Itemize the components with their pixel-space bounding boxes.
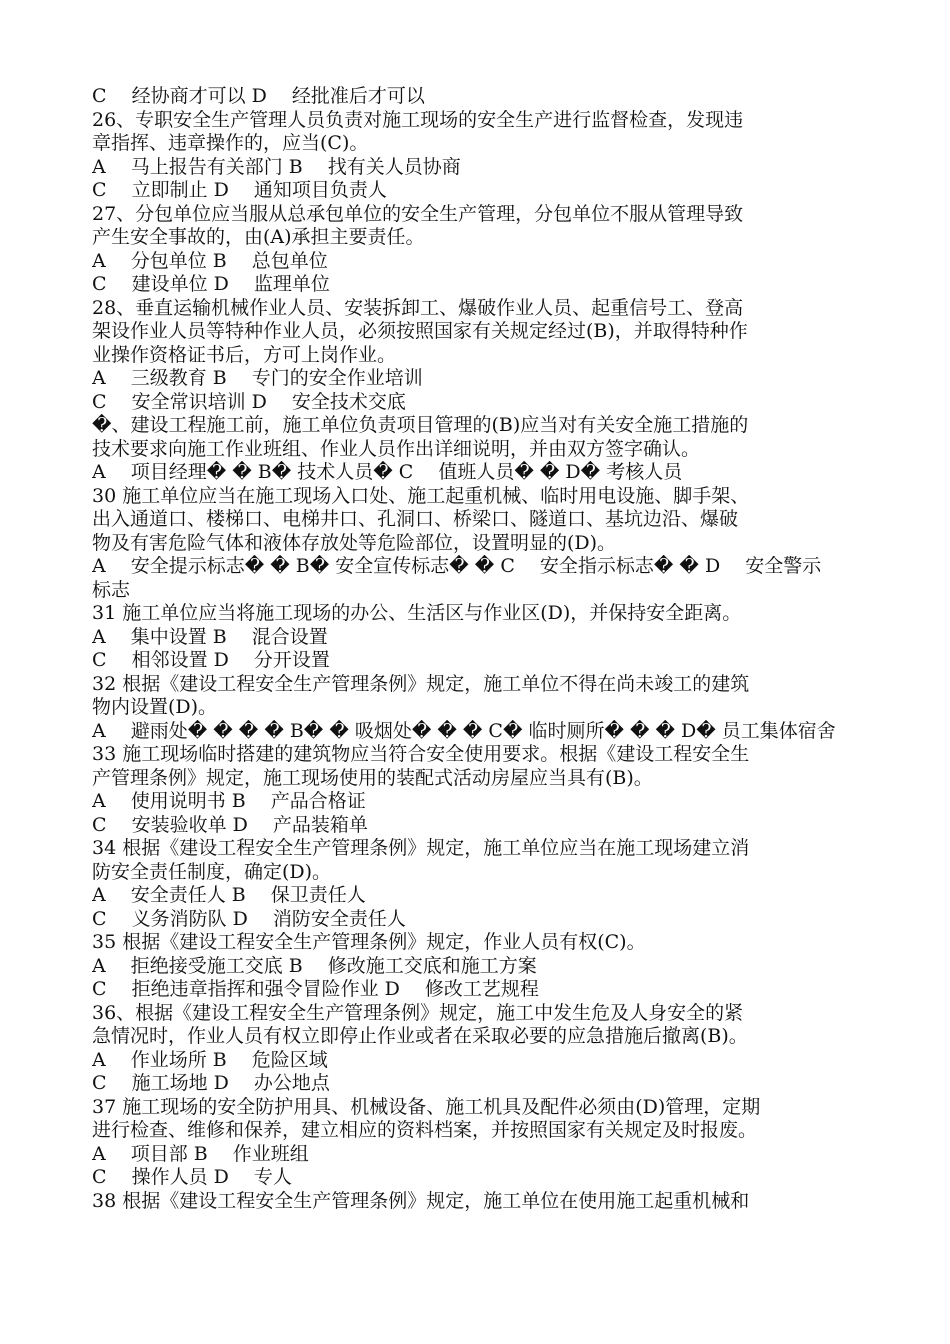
- text-line: 业操作资格证书后，方可上岗作业。: [92, 343, 397, 366]
- text-line: 34 根据《建设工程安全生产管理条例》规定，施工单位应当在施工现场建立消: [92, 837, 750, 859]
- text-line: A 马上报告有关部门 B 找有关人员协商: [92, 155, 461, 178]
- text-line: 产管理条例》规定，施工现场使用的装配式活动房屋应当具有(B)。: [92, 766, 653, 789]
- text-line: C 经协商才可以 D 经批准后才可以: [92, 85, 425, 107]
- text-line: C 建设单位 D 监理单位: [92, 273, 330, 295]
- text-line: 28、垂直运输机械作业人员、安装拆卸工、爆破作业人员、起重信号工、登高: [92, 296, 744, 319]
- text-line: 38 根据《建设工程安全生产管理条例》规定，施工单位在使用施工起重机械和: [92, 1189, 750, 1212]
- text-line: A 作业场所 B 危险区域: [92, 1048, 328, 1071]
- text-line: 进行检查、维修和保养，建立相应的资料档案，并按照国家有关规定及时报废。: [92, 1119, 758, 1141]
- text-line: A 项目经理� � B� 技术人员� C 值班人员� � D� 考核人员: [92, 461, 683, 483]
- text-line: 标志: [92, 578, 131, 601]
- text-line: 27、分包单位应当服从总承包单位的安全生产管理，分包单位不服从管理导致: [92, 202, 744, 225]
- text-line: A 使用说明书 B 产品合格证: [92, 790, 366, 812]
- text-line: A 安全提示标志� � B� 安全宣传标志� � C 安全指示标志� � D 安全警示: [92, 555, 822, 577]
- text-line: 产生安全事故的，由(A)承担主要责任。: [92, 226, 425, 248]
- text-line: 急情况时，作业人员有权立即停止作业或者在采取必要的应急措施后撤离(B)。: [92, 1025, 748, 1047]
- text-line: 31 施工单位应当将施工现场的办公、生活区与作业区(D)，并保持安全距离。: [92, 602, 742, 624]
- text-line: 防安全责任制度，确定(D)。: [92, 860, 332, 883]
- text-line: C 施工场地 D 办公地点: [92, 1072, 330, 1094]
- text-line: 35 根据《建设工程安全生产管理条例》规定，作业人员有权(C)。: [92, 931, 646, 953]
- text-line: 章指挥、违章操作的，应当(C)。: [92, 132, 369, 154]
- text-line: A 集中设置 B 混合设置: [92, 625, 328, 648]
- text-line: �、建设工程施工前，施工单位负责项目管理的(B)应当对有关安全施工措施的: [92, 414, 749, 436]
- text-line: 30 施工单位应当在施工现场入口处、施工起重机械、临时用电设施、脚手架、: [92, 484, 750, 507]
- text-line: A 项目部 B 作业班组: [92, 1142, 309, 1165]
- text-line: 架设作业人员等特种作业人员，必须按照国家有关规定经过(B)，并取得特种作: [92, 320, 748, 342]
- text-line: 36、根据《建设工程安全生产管理条例》规定，施工中发生危及人身安全的紧: [92, 1001, 744, 1024]
- text-line: A 安全责任人 B 保卫责任人: [92, 884, 366, 906]
- text-line: A 避雨处� � � � B� � 吸烟处� � � C� 临时厕所� � � D� 员工集体宿舍: [92, 719, 836, 742]
- text-line: A 分包单位 B 总包单位: [92, 249, 328, 272]
- text-line: C 相邻设置 D 分开设置: [92, 649, 330, 671]
- text-line: 技术要求向施工作业班组、作业人员作出详细说明，并由双方签字确认。: [92, 437, 701, 460]
- text-line: C 安装验收单 D 产品装箱单: [92, 813, 368, 836]
- text-line: C 义务消防队 D 消防安全责任人: [92, 907, 406, 930]
- text-line: 32 根据《建设工程安全生产管理条例》规定，施工单位不得在尚未竣工的建筑: [92, 672, 750, 695]
- text-line: 出入通道口、楼梯口、电梯井口、孔洞口、桥梁口、隧道口、基坑边沿、爆破: [92, 508, 739, 530]
- text-line: 37 施工现场的安全防护用具、机械设备、施工机具及配件必须由(D)管理，定期: [92, 1095, 761, 1118]
- text-line: 物内设置(D)。: [92, 696, 218, 718]
- text-line: C 立即制止 D 通知项目负责人: [92, 179, 387, 201]
- text-line: 26、专职安全生产管理人员负责对施工现场的安全生产进行监督检查，发现违: [92, 108, 744, 131]
- text-line: 33 施工现场临时搭建的建筑物应当符合安全使用要求。根据《建设工程安全生: [92, 743, 750, 765]
- text-line: C 操作人员 D 专人: [92, 1166, 292, 1188]
- text-line: C 安全常识培训 D 安全技术交底: [92, 390, 406, 413]
- text-line: A 拒绝接受施工交底 B 修改施工交底和施工方案: [92, 954, 537, 977]
- text-line: C 拒绝违章指挥和强令冒险作业 D 修改工艺规程: [92, 978, 539, 1000]
- text-line: A 三级教育 B 专门的安全作业培训: [92, 367, 423, 389]
- text-line: 物及有害危险气体和液体存放处等危险部位，设置明显的(D)。: [92, 531, 617, 554]
